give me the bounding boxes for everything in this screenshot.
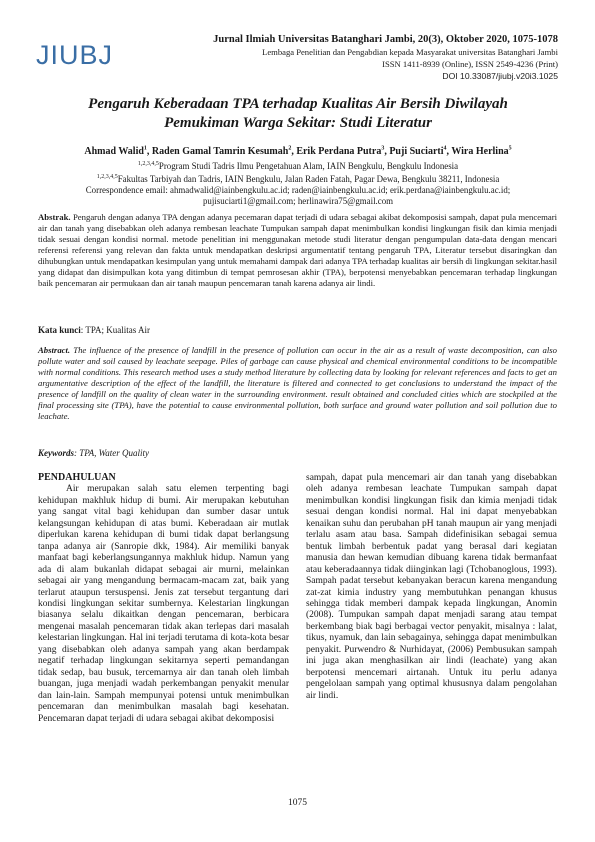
abstrak-label: Abstrak.	[38, 212, 71, 222]
page-number: 1075	[288, 798, 307, 808]
abstract-english	[38, 345, 557, 422]
issn: ISSN 1411-8939 (Online), ISSN 2549-4236 (Print)	[382, 59, 558, 69]
abstrak-text: Pengaruh dengan adanya TPA dengan adanya pecemaran dapat terjadi di udara sebagai akibat dekomposisi sampah, dapat pula mencemari air dan tanah yang disebabkan oleh adanya rembesan leachate Tumpukan sampah dapat menimbulkan kondisi lingkungan fisik dan kimia menjadi tidak sesuai dengan kondisi normal. metode penelitian ini menggunakan metode studi literatur dengan pengumpulan data-data dengan mencari referensi referensi yang relevan dan fakta untuk mendapatkan deskripsi argumentatif tentang pengaruh TPA, Literatur tersebut disaringkan dan dihubungkan untuk mendapatkan kesimpulan yang untuk memahami dampak dari adanya TPA terhadap kualitas air bersih di lingkungan sekitar.hasil yang didapat dan disimpulkan kota yang ditimbun di tempat pemrosesan akhir (TPA), berpotensi menyebabkan pencemaran terhadap lingkungan baik pencemaran air permukaan dan air tanah maupun pencemaran tanah karena adanya air lindi.	[38, 212, 557, 288]
section-heading: PENDAHULUAN	[38, 472, 116, 483]
author: Ahmad Walid$^1$,	[84, 146, 152, 158]
author: Wira Herlina$^5$	[451, 146, 512, 158]
paragraph: Air merupakan salah satu elemen terpenting bagi kehidupan makhluk hidup di bumi. Air merupakan kebutuhan yang sangat vital bagi kehidupan dan sumber dasar untuk kelangsungan kehidupan di atas bumi. Keberadaan air mutlak diperlukan karena kehidupan di bumi tidak dapat berlangsung tanpa adanya air (Sanropie dkk, 1984). Air memiliki banyak manfaat bagi keberlangsungannya makhluk hidup. Namun yang ada di alam bukanlah didapat sebagai air murni, melainkan sebagai air yang mengandung bermacam-macam zat, baik yang terlarut ataupun tersuspensi. Jenis zat tersebut tergantung dari kondisi lingkungan sekitar sumbernya. Kelestarian lingkungan biasanya selalu dikaitkan dengan pencemaran, berbicara mengenai masalah pencemaran tidak akan terlepas dari masalah kelestarian lingkungan. Hal ini terjadi terutama di kota-kota besar yang disebabkan oleh adanya sampah yang akan berdampak negatif terhadap lingkungan sekitarnya seperti pemandangan tidak sedap, bau busuk, tercemarnya air dan tanah oleh limbah buangan, juga menjadi wadah perkembangan penyakit menular dan lain-lain. Sampah mempunyai potensi untuk menimbulkan pencemaran dan menimbulkan masalah bagi kesehatan. Pencemaran dapat terjadi di udara sebagai akibat dekomposisi	[38, 484, 289, 724]
journal-header	[138, 34, 558, 82]
abstract-text: The influence of the presence of landfill in the presence of pollution can occur in the air as a result of waste decomposition, can also pollute water and soil caused by leachate seepage. Piles of garbage can cause physical and chemical environmental conditions to be incompatible with normal conditions. This research method uses a study method literature by collecting data by looking for relevant references and facts to get an argumentative description of the effect of the landfill, the literature is filtered and connected to get conclusions to understand the impact of the presence of landfill on the quality of clean water in the surrounding environment. result obtained and concluded cities which are stockpiled at the final processing site (TPA), have the potential to cause environmental pollution, both surface and ground water pollution and soil pollution due to leachate.	[38, 345, 558, 421]
keywords: Keywords: TPA, Water Quality	[38, 448, 150, 458]
journal-name: Jurnal Ilmiah Universitas Batanghari Jambi, 20(3), Oktober 2020, 1075-1078	[213, 34, 558, 45]
right-column	[306, 473, 557, 702]
publisher: Lembaga Penelitian dan Pengabdian kepada Masyarakat universitas Batanghari Jambi	[262, 47, 558, 57]
affiliation-2: $^{1,2,3,4,5}$Fakultas Tarbiyah dan Tadris, IAIN Bengkulu, Jalan Raden Fatah, Pagar Dewa, Bengkulu 38211, Indonesia	[96, 173, 500, 184]
author-list	[40, 146, 556, 157]
journal-logo: JIUBJ	[36, 40, 114, 70]
author: Raden Gamal Tamrin Kesumah$^2$,	[151, 146, 297, 158]
title-line-1: Pengaruh Keberadaan TPA terhadap Kualitas Air Bersih Diwilayah	[88, 96, 508, 112]
abstrak-indonesian	[38, 212, 557, 289]
correspondence-email-2: pujisuciarti1@gmail.com; herlinawira75@gmail.com	[202, 195, 394, 206]
kata-kunci: Kata kunci: TPA; Kualitas Air	[38, 325, 151, 335]
author: Puji Suciarti$^4$,	[389, 146, 452, 158]
affiliations	[40, 159, 556, 207]
left-column	[38, 472, 289, 725]
affiliation-1: $^{1,2,3,4,5}$Program Studi Tadris Ilmu Pengetahuan Alam, IAIN Bengkulu, Bengkulu Indonesia	[137, 160, 459, 171]
correspondence-email: Correspondence email: ahmadwalid@iainbengkulu.ac.id; raden@iainbengkulu.ac.id; erik.perdana@iainbengkulu.ac.id;	[85, 184, 511, 195]
title-line-2: Pemukiman Warga Sekitar: Studi Literatur	[164, 115, 432, 131]
paper-title	[40, 95, 556, 133]
doi: DOI 10.33087/jiubj.v20i3.1025	[442, 71, 558, 81]
author: Erik Perdana Putra$^3$,	[296, 146, 390, 158]
paragraph: sampah, dapat pula mencemari air dan tanah yang disebabkan oleh adanya rembesan leachate Tumpukan sampah dapat menimbulkan kondisi lingkungan fisik dan kimia menjadi tidak sesuai dengan kondisi normal. Hal ini dapat menyebabkan kenaikan suhu dan perubahan pH tanah maupun air yang menjadi terlalu asam atau basa. Sampah didefinisikan sebagai semua bentuk limbah berbentuk padat yang berasal dari kegiatan manusia dan hewan kemudian dibuang karena tidak bermanfaat atau keberadaannya tidak diinginkan lagi (Tchobanoglous, 1993). Sampah padat tersebut kebanyakan beracun karena mengandung zat-zat kimia industry yang membutuhkan penangan khusus sehingga tidak memberi dampak kepada lingkungan, Anomin (2008). Tumpukan sampah dapat menjadi sarang atau tempat berkembang biak bagi berbagai vector penyakit, misalnya : lalat, tikus, nyamuk, dan lain sebagainya, sehingga dapat menimbulkan penyakit. Purwendro & Nurhidayat, (2006) Pembusukan sampah ini juga akan menghasilkan air lindi (leachate) yang akan berpotensi mencemari airtanah. Untuk itu perlu adanya pengelolaan sampah yang optimal khususnya dalam pengolahan air lindi.	[306, 473, 557, 701]
abstract-label: Abstract.	[38, 345, 71, 355]
